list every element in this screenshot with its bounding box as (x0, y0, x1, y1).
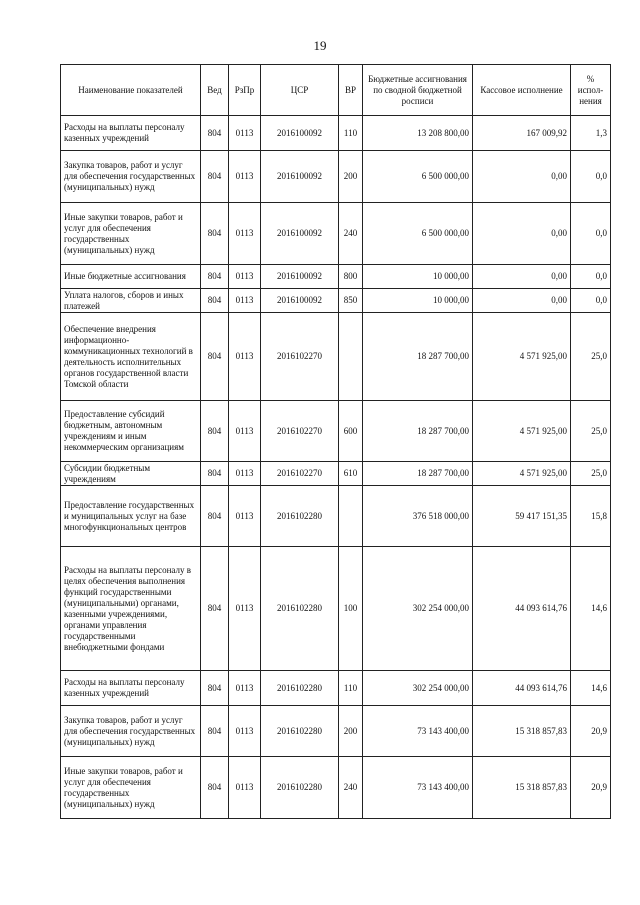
row-name: Закупка товаров, работ и услуг для обеспечения государственных (муниципальных) нужд (61, 706, 201, 757)
row-target-article: 2016102280 (261, 671, 339, 706)
row-department: 804 (201, 547, 229, 671)
row-name: Уплата налогов, сборов и иных платежей (61, 289, 201, 313)
row-execution-percent: 20,9 (571, 706, 611, 757)
table-row (61, 265, 611, 289)
row-execution-percent: 20,9 (571, 757, 611, 819)
header-expense-type: ВР (339, 65, 363, 116)
row-execution-percent: 0,0 (571, 151, 611, 203)
row-expense-type: 600 (339, 401, 363, 462)
header-execution-percent: % испол- нения (571, 65, 611, 116)
row-expense-type: 100 (339, 547, 363, 671)
row-target-article: 2016102280 (261, 706, 339, 757)
row-name: Обеспечение внедрения информационно-коммуникационных технологий в деятельность исполнительных органов государственной власти Томской области (61, 313, 201, 401)
row-execution-percent: 1,3 (571, 116, 611, 151)
row-name: Расходы на выплаты персоналу казенных учреждений (61, 116, 201, 151)
header-cash-execution: Кассовое исполнение (473, 65, 571, 116)
row-cash-execution: 4 571 925,00 (473, 401, 571, 462)
row-name: Иные закупки товаров, работ и услуг для обеспечения государственных (муниципальных) нужд (61, 203, 201, 265)
row-section: 0113 (229, 313, 261, 401)
row-section: 0113 (229, 265, 261, 289)
row-cash-execution: 44 093 614,76 (473, 547, 571, 671)
row-expense-type (339, 486, 363, 547)
row-section: 0113 (229, 486, 261, 547)
table-row (61, 486, 611, 547)
row-budget-allocation: 302 254 000,00 (363, 671, 473, 706)
row-department: 804 (201, 757, 229, 819)
row-department: 804 (201, 265, 229, 289)
row-section: 0113 (229, 203, 261, 265)
row-budget-allocation: 18 287 700,00 (363, 313, 473, 401)
row-section: 0113 (229, 462, 261, 486)
row-name: Закупка товаров, работ и услуг для обеспечения государственных (муниципальных) нужд (61, 151, 201, 203)
row-target-article: 2016102280 (261, 486, 339, 547)
table-row (61, 706, 611, 757)
row-department: 804 (201, 462, 229, 486)
header-section: РзПр (229, 65, 261, 116)
row-execution-percent: 25,0 (571, 462, 611, 486)
table-row (61, 757, 611, 819)
row-budget-allocation: 10 000,00 (363, 265, 473, 289)
table-row (61, 203, 611, 265)
row-cash-execution: 15 318 857,83 (473, 757, 571, 819)
row-department: 804 (201, 486, 229, 547)
row-target-article: 2016102270 (261, 401, 339, 462)
table-row (61, 313, 611, 401)
row-name: Иные бюджетные ассигнования (61, 265, 201, 289)
row-section: 0113 (229, 151, 261, 203)
row-target-article: 2016102280 (261, 547, 339, 671)
row-target-article: 2016100092 (261, 289, 339, 313)
table-header-row (61, 65, 611, 116)
row-name: Субсидии бюджетным учреждениям (61, 462, 201, 486)
row-name: Предоставление государственных и муниципальных услуг на базе многофункциональных центров (61, 486, 201, 547)
row-execution-percent: 0,0 (571, 203, 611, 265)
row-expense-type: 800 (339, 265, 363, 289)
row-budget-allocation: 18 287 700,00 (363, 462, 473, 486)
row-target-article: 2016100092 (261, 151, 339, 203)
row-cash-execution: 0,00 (473, 289, 571, 313)
row-cash-execution: 167 009,92 (473, 116, 571, 151)
header-target-article: ЦСР (261, 65, 339, 116)
row-section: 0113 (229, 706, 261, 757)
table-row (61, 289, 611, 313)
row-target-article: 2016102270 (261, 313, 339, 401)
row-department: 804 (201, 401, 229, 462)
row-execution-percent: 25,0 (571, 401, 611, 462)
row-department: 804 (201, 203, 229, 265)
row-budget-allocation: 73 143 400,00 (363, 757, 473, 819)
budget-execution-table (60, 64, 611, 819)
table-row (61, 401, 611, 462)
row-department: 804 (201, 289, 229, 313)
row-execution-percent: 25,0 (571, 313, 611, 401)
row-section: 0113 (229, 289, 261, 313)
row-expense-type: 850 (339, 289, 363, 313)
row-cash-execution: 0,00 (473, 265, 571, 289)
row-execution-percent: 15,8 (571, 486, 611, 547)
row-cash-execution: 59 417 151,35 (473, 486, 571, 547)
row-department: 804 (201, 313, 229, 401)
row-target-article: 2016100092 (261, 265, 339, 289)
row-expense-type: 610 (339, 462, 363, 486)
row-execution-percent: 14,6 (571, 671, 611, 706)
row-cash-execution: 0,00 (473, 151, 571, 203)
row-execution-percent: 0,0 (571, 265, 611, 289)
row-budget-allocation: 73 143 400,00 (363, 706, 473, 757)
row-section: 0113 (229, 401, 261, 462)
row-target-article: 2016100092 (261, 116, 339, 151)
row-target-article: 2016102270 (261, 462, 339, 486)
row-name: Предоставление субсидий бюджетным, автономным учреждениям и иным некоммерческим организациям (61, 401, 201, 462)
row-budget-allocation: 302 254 000,00 (363, 547, 473, 671)
row-budget-allocation: 18 287 700,00 (363, 401, 473, 462)
header-department: Вед (201, 65, 229, 116)
row-department: 804 (201, 671, 229, 706)
header-indicator-name: Наименование показателей (61, 65, 201, 116)
row-section: 0113 (229, 757, 261, 819)
row-department: 804 (201, 151, 229, 203)
row-execution-percent: 14,6 (571, 547, 611, 671)
row-department: 804 (201, 706, 229, 757)
page-number: 19 (313, 38, 327, 53)
table-row (61, 547, 611, 671)
row-target-article: 2016100092 (261, 203, 339, 265)
row-budget-allocation: 10 000,00 (363, 289, 473, 313)
row-name: Расходы на выплаты персоналу казенных учреждений (61, 671, 201, 706)
row-budget-allocation: 13 208 800,00 (363, 116, 473, 151)
row-name: Расходы на выплаты персоналу в целях обеспечения выполнения функций государственными (муниципальными) органами, казенными учреждениями, органами управления государственными внебюджетными фондами (61, 547, 201, 671)
row-expense-type: 240 (339, 757, 363, 819)
row-cash-execution: 4 571 925,00 (473, 462, 571, 486)
row-budget-allocation: 6 500 000,00 (363, 203, 473, 265)
row-name: Иные закупки товаров, работ и услуг для обеспечения государственных (муниципальных) нужд (61, 757, 201, 819)
row-expense-type: 240 (339, 203, 363, 265)
header-budget-allocations: Бюджетные ассигнования по сводной бюджетной росписи (363, 65, 473, 116)
row-expense-type: 110 (339, 671, 363, 706)
row-department: 804 (201, 116, 229, 151)
row-expense-type: 200 (339, 151, 363, 203)
table-row (61, 671, 611, 706)
table-row (61, 462, 611, 486)
row-budget-allocation: 6 500 000,00 (363, 151, 473, 203)
row-expense-type (339, 313, 363, 401)
row-section: 0113 (229, 116, 261, 151)
row-section: 0113 (229, 547, 261, 671)
row-section: 0113 (229, 671, 261, 706)
row-cash-execution: 15 318 857,83 (473, 706, 571, 757)
row-target-article: 2016102280 (261, 757, 339, 819)
row-expense-type: 200 (339, 706, 363, 757)
row-cash-execution: 0,00 (473, 203, 571, 265)
row-expense-type: 110 (339, 116, 363, 151)
row-execution-percent: 0,0 (571, 289, 611, 313)
row-budget-allocation: 376 518 000,00 (363, 486, 473, 547)
row-cash-execution: 44 093 614,76 (473, 671, 571, 706)
row-cash-execution: 4 571 925,00 (473, 313, 571, 401)
table-row (61, 116, 611, 151)
table-row (61, 151, 611, 203)
